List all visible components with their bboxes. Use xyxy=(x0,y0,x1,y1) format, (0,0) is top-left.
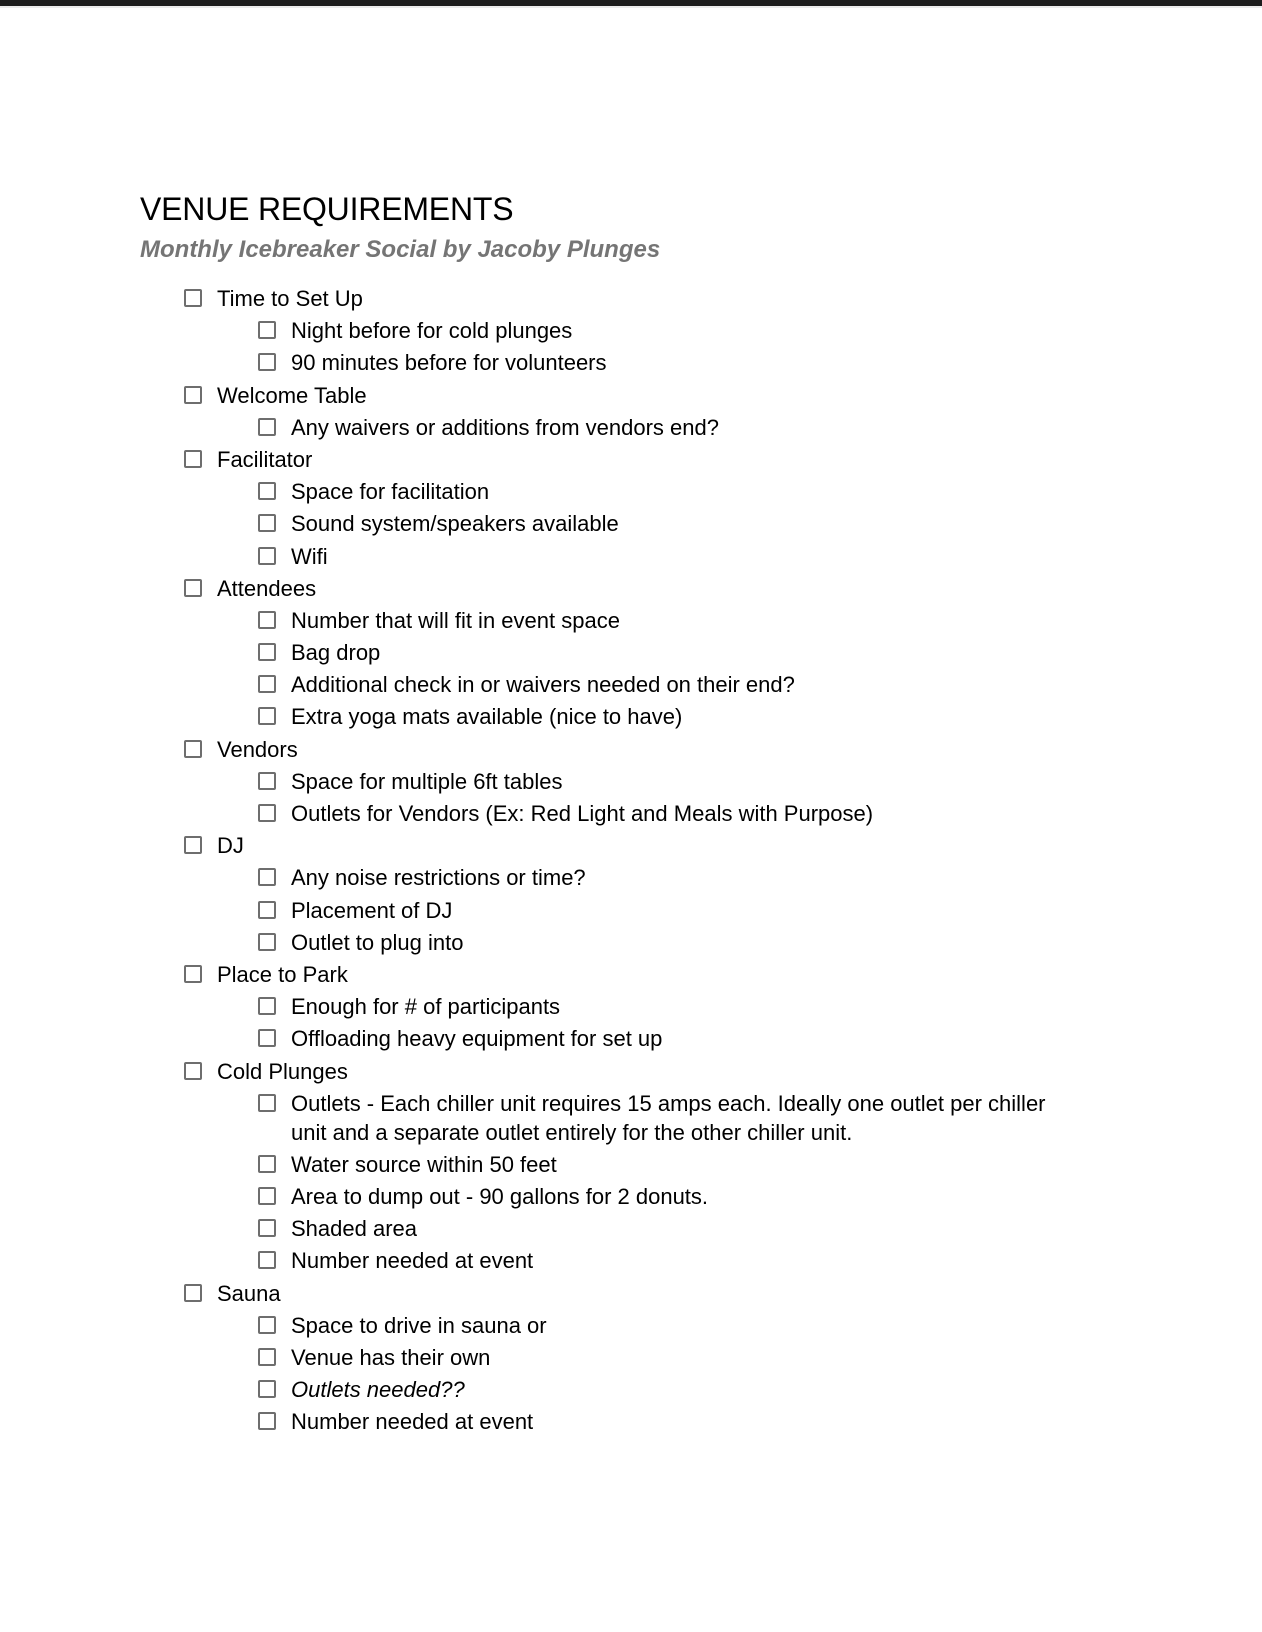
checklist-item-label: Water source within 50 feet xyxy=(291,1151,557,1177)
checklist-item-label: Offloading heavy equipment for set up xyxy=(291,1026,663,1052)
checkbox-icon[interactable] xyxy=(184,836,202,854)
checklist-row xyxy=(258,638,1065,667)
checklist-row xyxy=(258,1407,1065,1436)
checklist-row xyxy=(258,1024,1065,1053)
checkbox-icon[interactable] xyxy=(258,1187,276,1205)
checklist-item-label: Outlets - Each chiller unit requires 15 amps each. Ideally one outlet per chiller unit and a separate outlet entirely for the other chiller unit. xyxy=(291,1090,1046,1145)
checklist-row xyxy=(258,606,1065,635)
checklist-item-label: Additional check in or waivers needed on their end? xyxy=(291,672,795,698)
checklist-row xyxy=(258,316,1065,345)
checklist-item-label: Venue has their own xyxy=(291,1345,491,1370)
checklist-row xyxy=(258,1246,1065,1275)
checkbox-icon[interactable] xyxy=(258,675,276,693)
checklist-row xyxy=(258,1214,1065,1243)
checkbox-icon[interactable] xyxy=(258,1380,276,1398)
checklist-row xyxy=(258,799,1065,828)
checklist-row xyxy=(258,1150,1065,1179)
checklist-row xyxy=(184,1057,1065,1086)
checklist xyxy=(140,284,1065,1440)
checkbox-icon[interactable] xyxy=(184,450,202,468)
checklist-item-label: Attendees xyxy=(217,575,317,601)
checklist-row xyxy=(184,381,1065,410)
checklist-item-label: Number that will fit in event space xyxy=(291,607,620,633)
checklist-row xyxy=(184,445,1065,474)
checklist-row xyxy=(184,960,1065,989)
checklist-item-label: DJ xyxy=(217,833,244,859)
checkbox-icon[interactable] xyxy=(258,418,276,436)
checklist-row xyxy=(258,702,1065,731)
checklist-item-label: Any waivers or additions from vendors end? xyxy=(291,414,719,440)
checklist-row xyxy=(258,670,1065,699)
checklist-item-label: Enough for # of participants xyxy=(291,994,561,1020)
checkbox-icon[interactable] xyxy=(184,1284,202,1302)
checkbox-icon[interactable] xyxy=(258,1316,276,1334)
checklist-row xyxy=(258,542,1065,571)
checklist-row xyxy=(258,413,1065,442)
checklist-row xyxy=(258,477,1065,506)
checkbox-icon[interactable] xyxy=(258,933,276,951)
checkbox-icon[interactable] xyxy=(258,707,276,725)
checkbox-icon[interactable] xyxy=(258,547,276,565)
checkbox-icon[interactable] xyxy=(258,1219,276,1237)
top-bar-shadow xyxy=(0,6,1262,8)
checklist-item-label: Bag drop xyxy=(291,640,381,666)
checkbox-icon[interactable] xyxy=(184,1062,202,1080)
checklist-row xyxy=(258,992,1065,1021)
checklist-row xyxy=(258,1343,1065,1372)
checklist-item-label: Space to drive in sauna or xyxy=(291,1312,547,1338)
checklist-item-label: Cold Plunges xyxy=(217,1058,348,1084)
checklist-item-label: Sound system/speakers available xyxy=(291,511,619,537)
checkbox-icon[interactable] xyxy=(184,740,202,758)
checkbox-icon[interactable] xyxy=(258,643,276,661)
checklist-item-label: Number needed at event xyxy=(291,1409,534,1435)
checkbox-icon[interactable] xyxy=(184,965,202,983)
page-subtitle: Monthly Icebreaker Social by Jacoby Plunges xyxy=(140,236,661,263)
checklist-row xyxy=(258,1182,1065,1211)
checkbox-icon[interactable] xyxy=(258,1251,276,1269)
checkbox-icon[interactable] xyxy=(184,386,202,404)
checklist-item-label: Outlets needed?? xyxy=(291,1377,465,1403)
checkbox-icon[interactable] xyxy=(258,804,276,822)
checkbox-icon[interactable] xyxy=(258,1348,276,1366)
checklist-row xyxy=(258,767,1065,796)
checklist-row xyxy=(258,1311,1065,1340)
checklist-row xyxy=(184,574,1065,603)
checklist-row xyxy=(258,896,1065,925)
checklist-item-label: Vendors xyxy=(217,736,298,762)
checkbox-icon[interactable] xyxy=(258,514,276,532)
checklist-item-label: Wifi xyxy=(291,543,328,569)
checklist-item-label: Outlets for Vendors (Ex: Red Light and Meals with Purpose) xyxy=(291,801,874,826)
checkbox-icon[interactable] xyxy=(258,482,276,500)
checklist-row xyxy=(184,735,1065,764)
checklist-row xyxy=(258,348,1065,377)
checklist-item-label: Sauna xyxy=(217,1280,281,1306)
checklist-item-label: 90 minutes before for volunteers xyxy=(291,350,607,376)
checkbox-icon[interactable] xyxy=(258,321,276,339)
checklist-item-label: Night before for cold plunges xyxy=(291,318,573,344)
checklist-row xyxy=(258,863,1065,892)
checklist-item-label: Time to Set Up xyxy=(217,286,363,311)
checklist-item-label: Place to Park xyxy=(217,961,348,987)
checkbox-icon[interactable] xyxy=(258,1094,276,1112)
checkbox-icon[interactable] xyxy=(258,997,276,1015)
checklist-item-label: Outlet to plug into xyxy=(291,929,464,955)
checklist-item-label: Placement of DJ xyxy=(291,897,453,923)
checklist-row xyxy=(184,831,1065,860)
checkbox-icon[interactable] xyxy=(258,1029,276,1047)
checklist-item-label: Shaded area xyxy=(291,1216,417,1242)
checkbox-icon[interactable] xyxy=(258,1155,276,1173)
checkbox-icon[interactable] xyxy=(184,289,202,307)
checklist-item-label: Number needed at event xyxy=(291,1248,534,1274)
checkbox-icon[interactable] xyxy=(184,579,202,597)
checkbox-icon[interactable] xyxy=(258,353,276,371)
checklist-row xyxy=(258,928,1065,957)
checklist-row xyxy=(184,284,1065,313)
checklist-item-label: Facilitator xyxy=(217,446,313,472)
checklist-item-label: Space for multiple 6ft tables xyxy=(291,768,563,794)
checklist-item-label: Area to dump out - 90 gallons for 2 donuts. xyxy=(291,1184,709,1210)
page-title: VENUE REQUIREMENTS xyxy=(140,191,514,227)
checkbox-icon[interactable] xyxy=(258,901,276,919)
checkbox-icon[interactable] xyxy=(258,611,276,629)
checklist-row xyxy=(258,1375,1065,1404)
checkbox-icon[interactable] xyxy=(258,1412,276,1430)
checklist-row xyxy=(258,1089,1065,1147)
checklist-row xyxy=(258,509,1065,538)
checklist-item-label: Extra yoga mats available (nice to have) xyxy=(291,704,683,730)
checkbox-icon[interactable] xyxy=(258,772,276,790)
checklist-item-label: Welcome Table xyxy=(217,382,367,408)
checkbox-icon[interactable] xyxy=(258,868,276,886)
checklist-row xyxy=(184,1279,1065,1308)
checklist-item-label: Any noise restrictions or time? xyxy=(291,865,586,891)
checklist-item-label: Space for facilitation xyxy=(291,479,490,505)
